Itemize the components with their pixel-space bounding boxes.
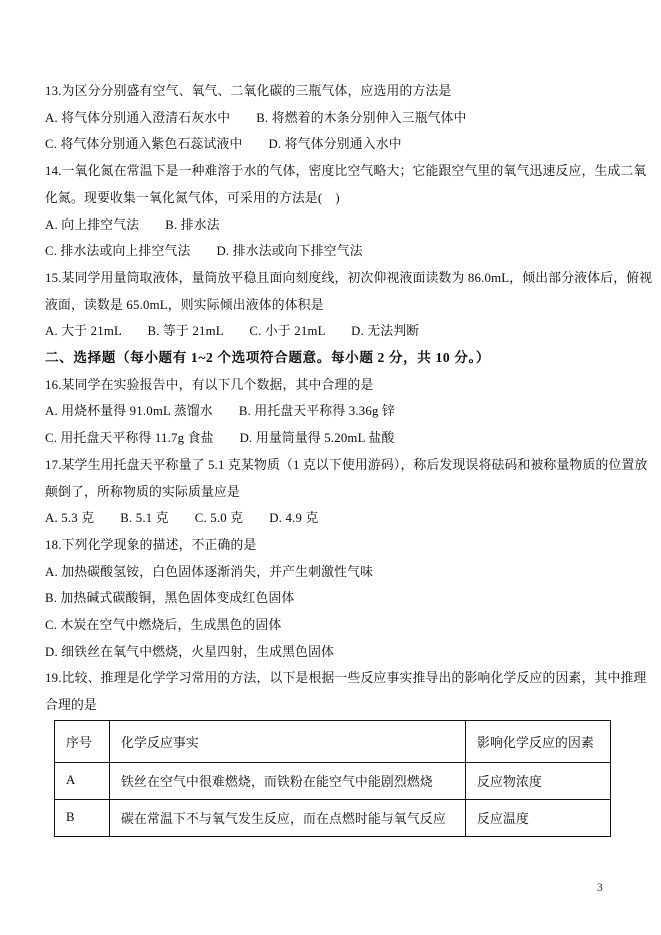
text-line: C. 排水法或向上排空气法 D. 排水法或向下排空气法 [45,244,363,259]
question-lines [45,78,653,719]
table-header-cell: 化学反应事实 [110,720,466,762]
text-line: A. 大于 21mL B. 等于 21mL C. 小于 21mL D. 无法判断 [45,324,420,339]
table-cell: B [55,799,110,836]
text-line: A. 用烧杯量得 91.0mL 蒸馏水 B. 用托盘天平称得 3.36g 锌 [45,404,395,419]
text-line: 化氮。现要收集一氧化氮气体，可采用的方法是( ) [45,190,340,205]
text-line: 17.某学生用托盘天平称量了 5.1 克某物质（1 克以下使用游码），称后发现误将砝码和被称量物质的位置放 [45,457,648,472]
table-row [55,762,611,799]
text-line: C. 用托盘天平称得 11.7g 食盐 D. 用量筒量得 5.20mL 盐酸 [45,431,395,446]
text-line: 14.一氧化氮在常温下是一种难溶于水的气体，密度比空气略大；它能跟空气里的氧气迅速反应，生成二氧 [45,164,647,179]
table-header-cell: 影响化学反应的因素 [466,720,611,762]
page-number: 3 [597,882,603,894]
exam-content [45,78,653,837]
text-line: 19.比较、推理是化学学习常用的方法，以下是根据一些反应事实推导出的影响化学反应的因素，其中推理 [45,671,647,686]
text-line: C. 将气体分别通入紫色石蕊试液中 D. 将气体分别通入水中 [45,137,402,152]
text-line: 颠倒了，所称物质的实际质量应是 [45,484,240,499]
text-line: 13.为区分分别盛有空气、氧气、二氧化碳的三瓶气体，应选用的方法是 [45,84,452,98]
table-header-row [55,720,611,762]
q19-factors-table [54,720,611,837]
text-line: 16.某同学在实验报告中，有以下几个数据，其中合理的是 [45,377,374,392]
table-row [55,799,611,836]
text-line: A. 加热碳酸氢铵，白色固体逐渐消失，并产生刺激性气味 [45,564,374,579]
text-line: B. 加热碱式碳酸铜，黑色固体变成红色固体 [45,591,295,606]
text-line: 液面，读数是 65.0mL，则实际倾出液体的体积是 [45,297,324,312]
text-line: A. 将气体分别通入澄清石灰水中 B. 将燃着的木条分别伸入三瓶气体中 [45,110,467,125]
text-line: 15.某同学用量筒取液体，量筒放平稳且面向刻度线，初次仰视液面读数为 86.0mL，倾出部分液体后，俯视 [45,270,653,285]
table-cell: 反应物浓度 [466,762,611,799]
text-line: C. 木炭在空气中燃烧后，生成黑色的固体 [45,618,282,633]
table-cell: A [55,762,110,799]
table-cell: 碳在常温下不与氧气发生反应，而在点燃时能与氧气反应 [110,799,466,836]
text-line: D. 细铁丝在氧气中燃烧，火星四射，生成黑色固体 [45,644,335,659]
text-line: 合理的是 [45,698,97,713]
text-line: 18.下列化学现象的描述，不正确的是 [45,537,257,552]
section-heading: 二、选择题（每小题有 1~2 个选项符合题意。每小题 2 分，共 10 分。） [45,350,491,366]
table-cell: 反应温度 [466,799,611,836]
table-header-cell: 序号 [55,720,110,762]
table-cell: 铁丝在空气中很难燃烧，而铁粉在能空气中能剧烈燃烧 [110,762,466,799]
text-line: A. 5.3 克 B. 5.1 克 C. 5.0 克 D. 4.9 克 [45,511,319,526]
text-line: A. 向上排空气法 B. 排水法 [45,217,220,232]
